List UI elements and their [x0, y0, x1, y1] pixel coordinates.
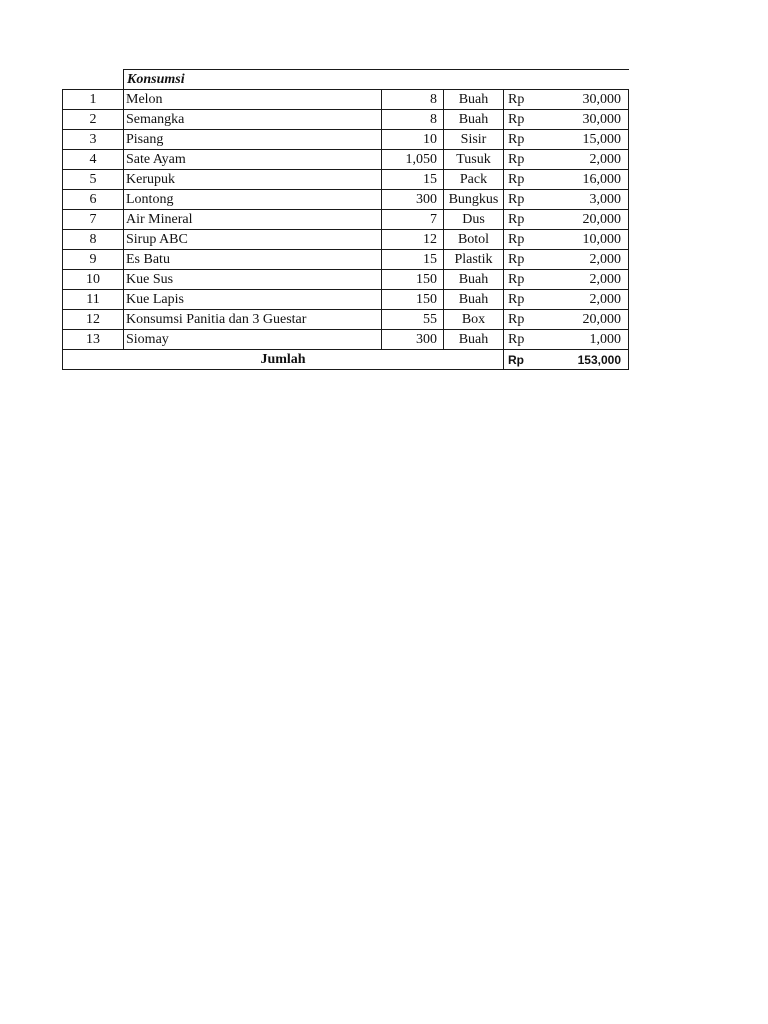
unit-cell: Sisir [444, 130, 504, 150]
row-number-cell: 7 [63, 210, 124, 230]
currency-cell: Rp [504, 110, 534, 130]
item-name-cell: Pisang [124, 130, 382, 150]
unit-cell: Tusuk [444, 150, 504, 170]
table-row [63, 330, 629, 350]
unit-cell: Botol [444, 230, 504, 250]
header-filler-cell [382, 70, 444, 90]
table-row [63, 170, 629, 190]
quantity-cell: 15 [382, 170, 444, 190]
item-name-cell: Lontong [124, 190, 382, 210]
amount-cell: 2,000 [534, 290, 629, 310]
quantity-cell: 300 [382, 190, 444, 210]
amount-cell: 2,000 [534, 270, 629, 290]
table-row [63, 150, 629, 170]
item-name-cell: Air Mineral [124, 210, 382, 230]
currency-cell: Rp [504, 330, 534, 350]
table-row [63, 190, 629, 210]
quantity-cell: 12 [382, 230, 444, 250]
currency-cell: Rp [504, 190, 534, 210]
total-amount: 153,000 [534, 350, 629, 370]
row-number-cell: 3 [63, 130, 124, 150]
quantity-cell: 8 [382, 90, 444, 110]
item-name-cell: Kerupuk [124, 170, 382, 190]
quantity-cell: 15 [382, 250, 444, 270]
currency-cell: Rp [504, 130, 534, 150]
row-number-cell: 12 [63, 310, 124, 330]
row-number-cell: 8 [63, 230, 124, 250]
item-name-cell: Semangka [124, 110, 382, 130]
item-name-cell: Sate Ayam [124, 150, 382, 170]
table-row [63, 90, 629, 110]
currency-cell: Rp [504, 250, 534, 270]
quantity-cell: 150 [382, 290, 444, 310]
item-name-cell: Konsumsi Panitia dan 3 Guestar [124, 310, 382, 330]
header-filler-cell [534, 70, 629, 90]
currency-cell: Rp [504, 210, 534, 230]
table-row [63, 310, 629, 330]
unit-cell: Buah [444, 110, 504, 130]
table-row [63, 230, 629, 250]
currency-cell: Rp [504, 310, 534, 330]
currency-cell: Rp [504, 170, 534, 190]
row-number-cell: 2 [63, 110, 124, 130]
header-filler-cell [444, 70, 504, 90]
table-body [63, 70, 629, 370]
unit-cell: Bungkus [444, 190, 504, 210]
quantity-cell: 150 [382, 270, 444, 290]
row-number-cell: 13 [63, 330, 124, 350]
amount-cell: 1,000 [534, 330, 629, 350]
item-name-cell: Kue Lapis [124, 290, 382, 310]
unit-cell: Box [444, 310, 504, 330]
unit-cell: Pack [444, 170, 504, 190]
amount-cell: 2,000 [534, 150, 629, 170]
row-number-cell: 5 [63, 170, 124, 190]
quantity-cell: 300 [382, 330, 444, 350]
unit-cell: Buah [444, 290, 504, 310]
amount-cell: 16,000 [534, 170, 629, 190]
quantity-cell: 1,050 [382, 150, 444, 170]
quantity-cell: 7 [382, 210, 444, 230]
konsumsi-sheet [62, 69, 628, 370]
amount-cell: 2,000 [534, 250, 629, 270]
header-blank-cell [63, 70, 124, 90]
table-row [63, 250, 629, 270]
unit-cell: Plastik [444, 250, 504, 270]
total-label: Jumlah [63, 350, 504, 370]
row-number-cell: 6 [63, 190, 124, 210]
row-number-cell: 1 [63, 90, 124, 110]
row-number-cell: 4 [63, 150, 124, 170]
quantity-cell: 8 [382, 110, 444, 130]
header-filler-cell [504, 70, 534, 90]
unit-cell: Buah [444, 330, 504, 350]
row-number-cell: 11 [63, 290, 124, 310]
unit-cell: Buah [444, 270, 504, 290]
amount-cell: 15,000 [534, 130, 629, 150]
table-row [63, 290, 629, 310]
unit-cell: Buah [444, 90, 504, 110]
item-name-cell: Melon [124, 90, 382, 110]
table-row [63, 110, 629, 130]
amount-cell: 20,000 [534, 310, 629, 330]
row-number-cell: 9 [63, 250, 124, 270]
amount-cell: 30,000 [534, 90, 629, 110]
section-title: Konsumsi [124, 70, 382, 90]
currency-cell: Rp [504, 290, 534, 310]
item-name-cell: Kue Sus [124, 270, 382, 290]
currency-cell: Rp [504, 270, 534, 290]
table-row [63, 270, 629, 290]
currency-cell: Rp [504, 90, 534, 110]
konsumsi-table [62, 69, 629, 370]
item-name-cell: Siomay [124, 330, 382, 350]
quantity-cell: 55 [382, 310, 444, 330]
item-name-cell: Sirup ABC [124, 230, 382, 250]
total-currency: Rp [504, 350, 534, 370]
amount-cell: 30,000 [534, 110, 629, 130]
table-row [63, 210, 629, 230]
section-header-row [63, 70, 629, 90]
quantity-cell: 10 [382, 130, 444, 150]
amount-cell: 10,000 [534, 230, 629, 250]
item-name-cell: Es Batu [124, 250, 382, 270]
table-row [63, 130, 629, 150]
unit-cell: Dus [444, 210, 504, 230]
amount-cell: 20,000 [534, 210, 629, 230]
currency-cell: Rp [504, 150, 534, 170]
row-number-cell: 10 [63, 270, 124, 290]
amount-cell: 3,000 [534, 190, 629, 210]
total-row [63, 350, 629, 370]
currency-cell: Rp [504, 230, 534, 250]
